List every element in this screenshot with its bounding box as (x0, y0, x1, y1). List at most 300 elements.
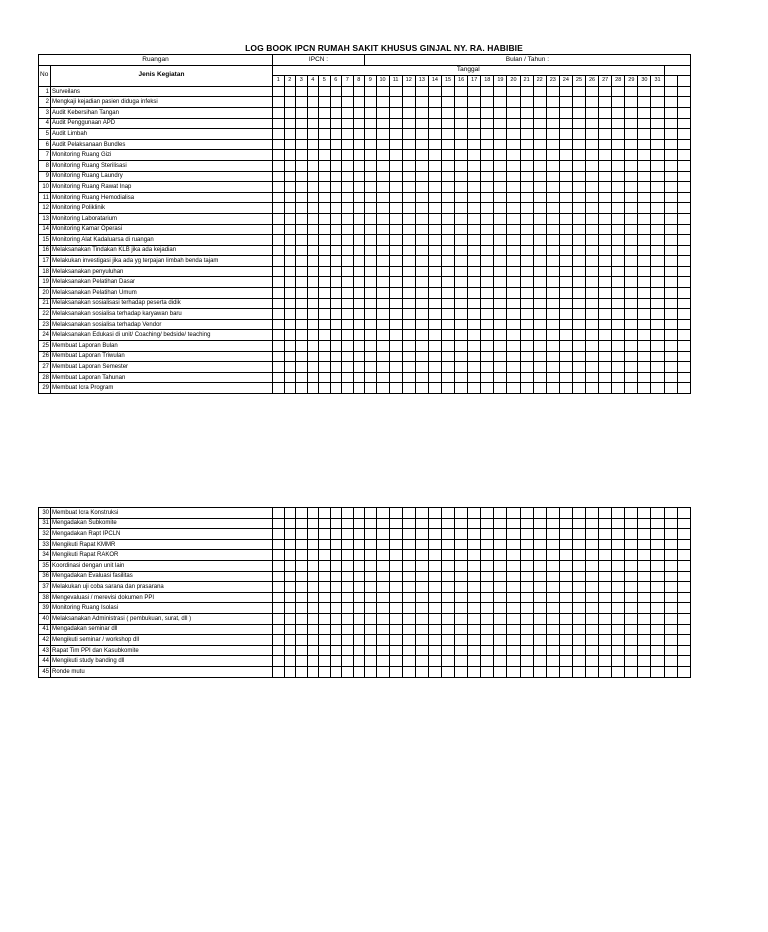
day-cell[interactable] (342, 592, 354, 603)
day-cell[interactable] (441, 309, 454, 320)
day-cell[interactable] (612, 383, 625, 394)
day-cell[interactable] (428, 235, 441, 246)
day-cell[interactable] (441, 298, 454, 309)
day-cell[interactable] (284, 309, 296, 320)
day-cell[interactable] (415, 613, 428, 624)
day-cell[interactable] (559, 160, 572, 171)
day-cell[interactable] (586, 592, 599, 603)
day-cell[interactable] (307, 224, 319, 235)
day-cell[interactable] (599, 550, 612, 561)
day-cell[interactable] (342, 118, 354, 129)
day-cell[interactable] (481, 319, 494, 330)
day-cell[interactable] (559, 592, 572, 603)
day-cell[interactable] (638, 518, 651, 529)
day-cell[interactable] (638, 97, 651, 108)
day-cell[interactable] (441, 351, 454, 362)
day-cell[interactable] (330, 319, 342, 330)
day-cell[interactable] (307, 309, 319, 320)
day-cell[interactable] (651, 139, 664, 150)
day-cell[interactable] (284, 107, 296, 118)
day-cell[interactable] (664, 582, 677, 593)
day-cell[interactable] (533, 560, 546, 571)
day-cell[interactable] (428, 603, 441, 614)
day-cell[interactable] (468, 171, 481, 182)
day-cell[interactable] (415, 256, 428, 267)
day-cell[interactable] (307, 256, 319, 267)
day-cell[interactable] (319, 624, 331, 635)
day-cell[interactable] (599, 309, 612, 320)
day-cell[interactable] (651, 266, 664, 277)
day-cell[interactable] (533, 383, 546, 394)
day-cell[interactable] (481, 372, 494, 383)
day-cell[interactable] (468, 256, 481, 267)
day-cell[interactable] (389, 150, 402, 161)
day-cell[interactable] (507, 362, 520, 373)
day-cell[interactable] (273, 224, 285, 235)
day-cell[interactable] (428, 309, 441, 320)
day-cell[interactable] (415, 182, 428, 193)
day-cell[interactable] (572, 645, 585, 656)
day-cell[interactable] (428, 529, 441, 540)
day-cell[interactable] (664, 288, 677, 299)
day-cell[interactable] (494, 224, 507, 235)
day-cell[interactable] (651, 288, 664, 299)
day-cell[interactable] (389, 319, 402, 330)
day-cell[interactable] (389, 645, 402, 656)
day-cell[interactable] (546, 656, 559, 667)
day-cell[interactable] (651, 160, 664, 171)
day-cell[interactable] (441, 666, 454, 677)
day-cell[interactable] (330, 86, 342, 97)
day-cell[interactable] (586, 118, 599, 129)
day-cell[interactable] (402, 539, 415, 550)
day-cell[interactable] (481, 129, 494, 140)
day-cell[interactable] (455, 330, 468, 341)
day-cell[interactable] (468, 518, 481, 529)
day-cell[interactable] (307, 508, 319, 519)
day-cell[interactable] (599, 351, 612, 362)
day-cell[interactable] (638, 656, 651, 667)
day-cell[interactable] (651, 635, 664, 646)
day-cell[interactable] (273, 351, 285, 362)
day-cell[interactable] (307, 118, 319, 129)
day-cell[interactable] (273, 571, 285, 582)
day-cell[interactable] (599, 150, 612, 161)
day-cell[interactable] (296, 319, 308, 330)
day-cell[interactable] (402, 613, 415, 624)
day-cell[interactable] (533, 518, 546, 529)
day-cell[interactable] (546, 571, 559, 582)
day-cell[interactable] (586, 508, 599, 519)
day-cell[interactable] (428, 383, 441, 394)
day-cell[interactable] (415, 309, 428, 320)
day-cell[interactable] (330, 107, 342, 118)
day-cell[interactable] (572, 235, 585, 246)
day-cell[interactable] (507, 266, 520, 277)
day-cell[interactable] (612, 256, 625, 267)
day-cell[interactable] (638, 613, 651, 624)
day-cell[interactable] (481, 603, 494, 614)
day-cell[interactable] (638, 203, 651, 214)
day-cell[interactable] (319, 592, 331, 603)
day-cell[interactable] (638, 508, 651, 519)
day-cell[interactable] (546, 150, 559, 161)
day-cell[interactable] (353, 666, 365, 677)
day-cell[interactable] (441, 508, 454, 519)
day-cell[interactable] (415, 508, 428, 519)
day-cell[interactable] (638, 362, 651, 373)
day-cell[interactable] (376, 550, 389, 561)
day-cell[interactable] (520, 539, 533, 550)
day-cell[interactable] (572, 592, 585, 603)
day-cell[interactable] (389, 245, 402, 256)
day-cell[interactable] (638, 624, 651, 635)
day-cell[interactable] (533, 182, 546, 193)
day-cell[interactable] (441, 256, 454, 267)
day-cell[interactable] (651, 118, 664, 129)
day-cell[interactable] (342, 383, 354, 394)
day-cell[interactable] (376, 309, 389, 320)
day-cell[interactable] (546, 508, 559, 519)
day-cell[interactable] (546, 118, 559, 129)
day-cell[interactable] (428, 613, 441, 624)
day-cell[interactable] (612, 656, 625, 667)
day-cell[interactable] (342, 266, 354, 277)
day-cell[interactable] (533, 656, 546, 667)
day-cell[interactable] (651, 277, 664, 288)
day-cell[interactable] (319, 560, 331, 571)
day-cell[interactable] (572, 330, 585, 341)
day-cell[interactable] (330, 171, 342, 182)
day-cell[interactable] (307, 560, 319, 571)
day-cell[interactable] (389, 666, 402, 677)
day-cell[interactable] (428, 656, 441, 667)
day-cell[interactable] (428, 592, 441, 603)
day-cell[interactable] (494, 235, 507, 246)
day-cell[interactable] (284, 150, 296, 161)
day-cell[interactable] (330, 613, 342, 624)
day-cell[interactable] (651, 539, 664, 550)
day-cell[interactable] (365, 277, 377, 288)
day-cell[interactable] (402, 582, 415, 593)
day-cell[interactable] (353, 645, 365, 656)
day-cell[interactable] (284, 224, 296, 235)
day-cell[interactable] (599, 613, 612, 624)
day-cell[interactable] (481, 518, 494, 529)
day-cell[interactable] (481, 224, 494, 235)
day-cell[interactable] (507, 129, 520, 140)
day-cell[interactable] (572, 560, 585, 571)
day-cell[interactable] (330, 635, 342, 646)
day-cell[interactable] (415, 266, 428, 277)
day-cell[interactable] (284, 666, 296, 677)
day-cell[interactable] (638, 560, 651, 571)
day-cell[interactable] (415, 97, 428, 108)
day-cell[interactable] (455, 309, 468, 320)
day-cell[interactable] (389, 277, 402, 288)
day-cell[interactable] (428, 150, 441, 161)
day-cell[interactable] (520, 139, 533, 150)
day-cell[interactable] (273, 203, 285, 214)
day-cell[interactable] (389, 256, 402, 267)
day-cell[interactable] (481, 666, 494, 677)
day-cell[interactable] (415, 277, 428, 288)
day-cell[interactable] (415, 235, 428, 246)
day-cell[interactable] (296, 309, 308, 320)
day-cell[interactable] (428, 372, 441, 383)
day-cell[interactable] (586, 309, 599, 320)
day-cell[interactable] (353, 518, 365, 529)
day-cell[interactable] (296, 560, 308, 571)
day-cell[interactable] (296, 203, 308, 214)
day-cell[interactable] (284, 372, 296, 383)
day-cell[interactable] (481, 160, 494, 171)
day-cell[interactable] (651, 150, 664, 161)
day-cell[interactable] (494, 383, 507, 394)
day-cell[interactable] (625, 97, 638, 108)
day-cell[interactable] (455, 518, 468, 529)
day-cell[interactable] (389, 529, 402, 540)
day-cell[interactable] (284, 613, 296, 624)
day-cell[interactable] (651, 529, 664, 540)
day-cell[interactable] (342, 86, 354, 97)
day-cell[interactable] (284, 635, 296, 646)
day-cell[interactable] (319, 550, 331, 561)
day-cell[interactable] (586, 139, 599, 150)
day-cell[interactable] (586, 129, 599, 140)
day-cell[interactable] (638, 666, 651, 677)
day-cell[interactable] (319, 118, 331, 129)
day-cell[interactable] (402, 624, 415, 635)
day-cell[interactable] (586, 560, 599, 571)
day-cell[interactable] (507, 529, 520, 540)
day-cell[interactable] (481, 182, 494, 193)
day-cell[interactable] (402, 129, 415, 140)
day-cell[interactable] (319, 539, 331, 550)
day-cell[interactable] (468, 592, 481, 603)
day-cell[interactable] (376, 656, 389, 667)
day-cell[interactable] (664, 592, 677, 603)
day-cell[interactable] (415, 319, 428, 330)
day-cell[interactable] (572, 277, 585, 288)
day-cell[interactable] (612, 362, 625, 373)
day-cell[interactable] (586, 150, 599, 161)
day-cell[interactable] (330, 203, 342, 214)
day-cell[interactable] (533, 362, 546, 373)
day-cell[interactable] (428, 224, 441, 235)
day-cell[interactable] (353, 245, 365, 256)
day-cell[interactable] (402, 666, 415, 677)
day-cell[interactable] (559, 624, 572, 635)
day-cell[interactable] (273, 624, 285, 635)
day-cell[interactable] (520, 266, 533, 277)
day-cell[interactable] (376, 582, 389, 593)
day-cell[interactable] (625, 592, 638, 603)
day-cell[interactable] (599, 330, 612, 341)
day-cell[interactable] (481, 118, 494, 129)
day-cell[interactable] (559, 529, 572, 540)
day-cell[interactable] (428, 298, 441, 309)
day-cell[interactable] (330, 256, 342, 267)
day-cell[interactable] (415, 656, 428, 667)
day-cell[interactable] (638, 256, 651, 267)
day-cell[interactable] (415, 288, 428, 299)
day-cell[interactable] (625, 508, 638, 519)
day-cell[interactable] (494, 150, 507, 161)
day-cell[interactable] (546, 592, 559, 603)
day-cell[interactable] (342, 613, 354, 624)
day-cell[interactable] (428, 635, 441, 646)
day-cell[interactable] (428, 107, 441, 118)
day-cell[interactable] (507, 539, 520, 550)
day-cell[interactable] (625, 118, 638, 129)
day-cell[interactable] (441, 118, 454, 129)
day-cell[interactable] (677, 298, 690, 309)
day-cell[interactable] (520, 235, 533, 246)
day-cell[interactable] (296, 351, 308, 362)
day-cell[interactable] (468, 351, 481, 362)
day-cell[interactable] (599, 118, 612, 129)
day-cell[interactable] (376, 383, 389, 394)
day-cell[interactable] (389, 656, 402, 667)
day-cell[interactable] (330, 341, 342, 352)
day-cell[interactable] (625, 341, 638, 352)
day-cell[interactable] (494, 319, 507, 330)
day-cell[interactable] (428, 182, 441, 193)
day-cell[interactable] (330, 182, 342, 193)
day-cell[interactable] (546, 582, 559, 593)
day-cell[interactable] (481, 539, 494, 550)
day-cell[interactable] (481, 351, 494, 362)
day-cell[interactable] (494, 171, 507, 182)
day-cell[interactable] (520, 592, 533, 603)
day-cell[interactable] (533, 277, 546, 288)
day-cell[interactable] (638, 171, 651, 182)
day-cell[interactable] (376, 86, 389, 97)
day-cell[interactable] (468, 529, 481, 540)
day-cell[interactable] (428, 171, 441, 182)
day-cell[interactable] (559, 97, 572, 108)
day-cell[interactable] (494, 372, 507, 383)
day-cell[interactable] (494, 182, 507, 193)
day-cell[interactable] (533, 298, 546, 309)
day-cell[interactable] (586, 203, 599, 214)
day-cell[interactable] (273, 97, 285, 108)
day-cell[interactable] (494, 266, 507, 277)
day-cell[interactable] (307, 97, 319, 108)
day-cell[interactable] (664, 666, 677, 677)
day-cell[interactable] (546, 309, 559, 320)
day-cell[interactable] (415, 150, 428, 161)
day-cell[interactable] (441, 139, 454, 150)
day-cell[interactable] (677, 383, 690, 394)
day-cell[interactable] (319, 288, 331, 299)
day-cell[interactable] (586, 383, 599, 394)
day-cell[interactable] (365, 203, 377, 214)
day-cell[interactable] (455, 288, 468, 299)
day-cell[interactable] (625, 550, 638, 561)
day-cell[interactable] (638, 277, 651, 288)
day-cell[interactable] (307, 666, 319, 677)
day-cell[interactable] (677, 192, 690, 203)
day-cell[interactable] (625, 277, 638, 288)
day-cell[interactable] (651, 666, 664, 677)
day-cell[interactable] (330, 592, 342, 603)
day-cell[interactable] (677, 277, 690, 288)
day-cell[interactable] (319, 582, 331, 593)
day-cell[interactable] (494, 539, 507, 550)
day-cell[interactable] (441, 624, 454, 635)
day-cell[interactable] (572, 362, 585, 373)
day-cell[interactable] (638, 288, 651, 299)
day-cell[interactable] (494, 245, 507, 256)
day-cell[interactable] (296, 288, 308, 299)
day-cell[interactable] (307, 129, 319, 140)
day-cell[interactable] (441, 372, 454, 383)
day-cell[interactable] (586, 635, 599, 646)
day-cell[interactable] (520, 245, 533, 256)
day-cell[interactable] (599, 372, 612, 383)
day-cell[interactable] (664, 298, 677, 309)
day-cell[interactable] (559, 235, 572, 246)
day-cell[interactable] (296, 182, 308, 193)
day-cell[interactable] (296, 129, 308, 140)
day-cell[interactable] (284, 539, 296, 550)
day-cell[interactable] (468, 550, 481, 561)
day-cell[interactable] (330, 288, 342, 299)
day-cell[interactable] (353, 624, 365, 635)
day-cell[interactable] (441, 277, 454, 288)
day-cell[interactable] (677, 571, 690, 582)
day-cell[interactable] (664, 150, 677, 161)
day-cell[interactable] (599, 603, 612, 614)
day-cell[interactable] (389, 341, 402, 352)
day-cell[interactable] (468, 192, 481, 203)
day-cell[interactable] (520, 213, 533, 224)
day-cell[interactable] (296, 582, 308, 593)
day-cell[interactable] (625, 139, 638, 150)
day-cell[interactable] (533, 107, 546, 118)
day-cell[interactable] (651, 319, 664, 330)
day-cell[interactable] (612, 235, 625, 246)
day-cell[interactable] (468, 266, 481, 277)
day-cell[interactable] (365, 341, 377, 352)
day-cell[interactable] (586, 86, 599, 97)
day-cell[interactable] (353, 383, 365, 394)
day-cell[interactable] (572, 508, 585, 519)
day-cell[interactable] (296, 277, 308, 288)
day-cell[interactable] (402, 150, 415, 161)
day-cell[interactable] (455, 550, 468, 561)
day-cell[interactable] (586, 107, 599, 118)
day-cell[interactable] (376, 266, 389, 277)
day-cell[interactable] (651, 245, 664, 256)
day-cell[interactable] (533, 245, 546, 256)
day-cell[interactable] (389, 571, 402, 582)
day-cell[interactable] (546, 603, 559, 614)
day-cell[interactable] (402, 203, 415, 214)
day-cell[interactable] (586, 277, 599, 288)
day-cell[interactable] (342, 97, 354, 108)
day-cell[interactable] (365, 550, 377, 561)
day-cell[interactable] (455, 150, 468, 161)
day-cell[interactable] (428, 266, 441, 277)
day-cell[interactable] (520, 86, 533, 97)
day-cell[interactable] (330, 309, 342, 320)
day-cell[interactable] (353, 319, 365, 330)
day-cell[interactable] (330, 97, 342, 108)
day-cell[interactable] (507, 613, 520, 624)
